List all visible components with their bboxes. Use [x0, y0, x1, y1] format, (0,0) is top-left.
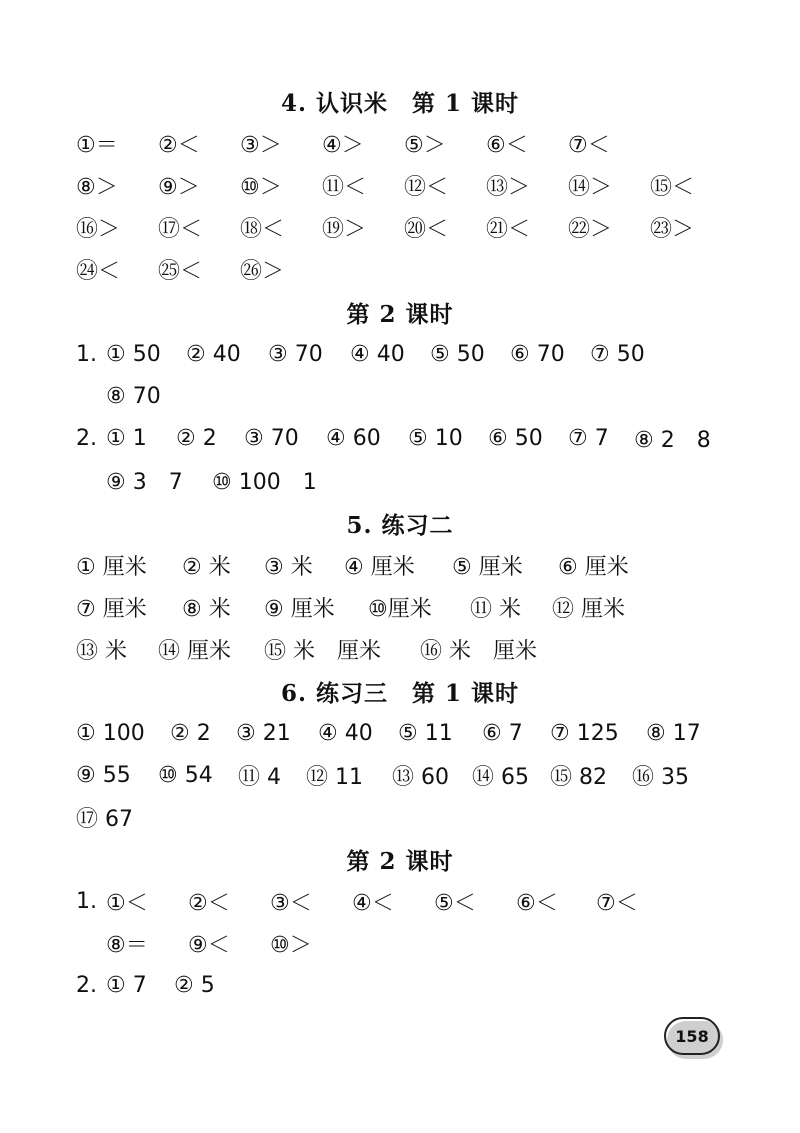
answer-item: ⑦＜ [596, 890, 638, 916]
answer-row [0, 206, 800, 248]
answer-item: ② 5 [174, 972, 215, 998]
answer-item: ⑪ 米 [470, 596, 521, 622]
answer-item: ⑫＜ [404, 174, 449, 200]
answer-row [0, 417, 800, 459]
answer-item: ④ 60 [326, 425, 381, 451]
answer-item: ② 40 [186, 341, 241, 367]
answer-item: ① 7 [106, 972, 147, 998]
lesson-title: 第 2 课时 [346, 847, 454, 875]
answer-item: ⑮ 米 厘米 [264, 638, 381, 664]
answer-item: ⑯ 米 厘米 [420, 638, 537, 664]
answer-item: ⑦ 7 [568, 425, 609, 451]
section-title: 6. 练习三 第 1 课时 [280, 679, 520, 707]
answer-item: ⑮＜ [650, 174, 695, 200]
answer-item: ⑭ 厘米 [158, 638, 231, 664]
answer-item: ⑨＜ [188, 932, 230, 958]
answer-item: ⑳＜ [404, 216, 449, 242]
section-title: 4. 认识米 第 1 课时 [280, 89, 520, 117]
answer-item: ④ 40 [350, 341, 405, 367]
answer-item: ⑨＞ [158, 174, 200, 200]
answer-item: ① 50 [106, 341, 161, 367]
answer-row [0, 754, 800, 796]
answer-item: ② 米 [182, 554, 231, 580]
answer-row [0, 586, 800, 628]
answer-item: ⑧ 米 [182, 596, 231, 622]
answer-item: ④ 厘米 [344, 554, 415, 580]
answer-item: ⑤ 厘米 [452, 554, 523, 580]
answer-item: ⑥ 7 [482, 720, 523, 746]
answer-row [0, 922, 800, 964]
answer-item: ⑬ 米 [76, 638, 127, 664]
answer-row [0, 628, 800, 670]
answer-item: ⑯＞ [76, 216, 121, 242]
answer-item: ⑧＝ [106, 932, 148, 958]
answer-item: ② 2 [170, 720, 211, 746]
answer-item: ㉒＞ [568, 216, 613, 242]
answer-item: ⑧ 70 [106, 383, 161, 409]
answer-item: ⑥ 50 [488, 425, 543, 451]
answer-item: ⑧ 2 8 [634, 427, 711, 453]
answer-item: ⑩厘米 [368, 596, 432, 622]
answer-item: ⑨ 厘米 [264, 596, 335, 622]
answer-row [0, 880, 800, 922]
answer-item: ③ 70 [244, 425, 299, 451]
answer-item: ⑧＞ [76, 174, 118, 200]
answer-item: ⑲＞ [322, 216, 367, 242]
answer-item: ③ 米 [264, 554, 313, 580]
answer-row [0, 459, 800, 501]
answer-item: ⑥ 70 [510, 341, 565, 367]
lesson-title: 第 2 课时 [346, 300, 454, 328]
answer-item: ⑭ 65 [472, 764, 529, 790]
answer-item: ③ 70 [268, 341, 323, 367]
question-number: 2. [76, 425, 97, 451]
answer-item: ⑤ 10 [408, 425, 463, 451]
answer-item: ⑥＜ [486, 132, 528, 158]
answer-row [0, 712, 800, 754]
answer-item: ⑬＞ [486, 174, 531, 200]
answer-item: ⑬ 60 [392, 764, 449, 790]
answer-item: ⑥ 厘米 [558, 554, 629, 580]
answer-item: ③＜ [270, 890, 312, 916]
answer-item: ⑧ 17 [646, 720, 701, 746]
answer-item: ③＞ [240, 132, 282, 158]
answer-row [0, 122, 800, 164]
answer-item: ①＝ [76, 132, 118, 158]
answer-item: ⑮ 82 [550, 764, 607, 790]
answer-item: ⑤ 11 [398, 720, 453, 746]
answer-row [0, 333, 800, 375]
page-number: 158 [664, 1017, 720, 1055]
answer-item: ⑱＜ [240, 216, 285, 242]
answer-item: ④＜ [352, 890, 394, 916]
answer-item: ㉓＞ [650, 216, 695, 242]
answer-item: ⑩＞ [240, 174, 282, 200]
answer-item: ⑩＞ [270, 932, 312, 958]
answer-item: ② 2 [176, 425, 217, 451]
answer-item: ④＞ [322, 132, 364, 158]
answer-item: ①＜ [106, 890, 148, 916]
answer-row [0, 964, 800, 1006]
answer-item: ⑦ 厘米 [76, 596, 147, 622]
answer-item: ⑦ 50 [590, 341, 645, 367]
answer-item: ㉔＜ [76, 258, 121, 284]
answer-row [0, 796, 800, 838]
answer-item: ⑨ 55 [76, 762, 131, 788]
answer-item: ⑤＜ [434, 890, 476, 916]
answer-item: ②＜ [158, 132, 200, 158]
answer-item: ⑥＜ [516, 890, 558, 916]
answer-item: ⑦ 125 [550, 720, 619, 746]
answer-item: ① 厘米 [76, 554, 147, 580]
answer-item: ⑨ 3 7 [106, 469, 183, 495]
answer-item: ⑩ 100 1 [212, 469, 317, 495]
answer-item: ㉑＜ [486, 216, 531, 242]
answer-item: ⑯ 35 [632, 764, 689, 790]
question-number: 2. [76, 972, 97, 998]
answer-item: ②＜ [188, 890, 230, 916]
answer-item: ⑤ 50 [430, 341, 485, 367]
answer-item: ㉕＜ [158, 258, 203, 284]
answer-item: ③ 21 [236, 720, 291, 746]
answer-item: ① 1 [106, 425, 147, 451]
answer-item: ⑰ 67 [76, 806, 133, 832]
answer-row [0, 164, 800, 206]
question-number: 1. [76, 888, 97, 914]
answer-row [0, 375, 800, 417]
answer-row [0, 248, 800, 290]
answer-item: ⑦＜ [568, 132, 610, 158]
answer-item: ⑫ 厘米 [552, 596, 625, 622]
answer-item: ㉖＞ [240, 258, 285, 284]
answer-row [0, 544, 800, 586]
answer-item: ⑪＜ [322, 174, 367, 200]
answer-item: ④ 40 [318, 720, 373, 746]
answer-item: ⑰＜ [158, 216, 203, 242]
answer-item: ⑫ 11 [306, 764, 363, 790]
answer-item: ① 100 [76, 720, 145, 746]
section-title: 5. 练习二 [346, 511, 454, 539]
answer-item: ⑤＞ [404, 132, 446, 158]
answer-item: ⑭＞ [568, 174, 613, 200]
answer-item: ⑪ 4 [238, 764, 281, 790]
answer-item: ⑩ 54 [158, 762, 213, 788]
question-number: 1. [76, 341, 97, 367]
